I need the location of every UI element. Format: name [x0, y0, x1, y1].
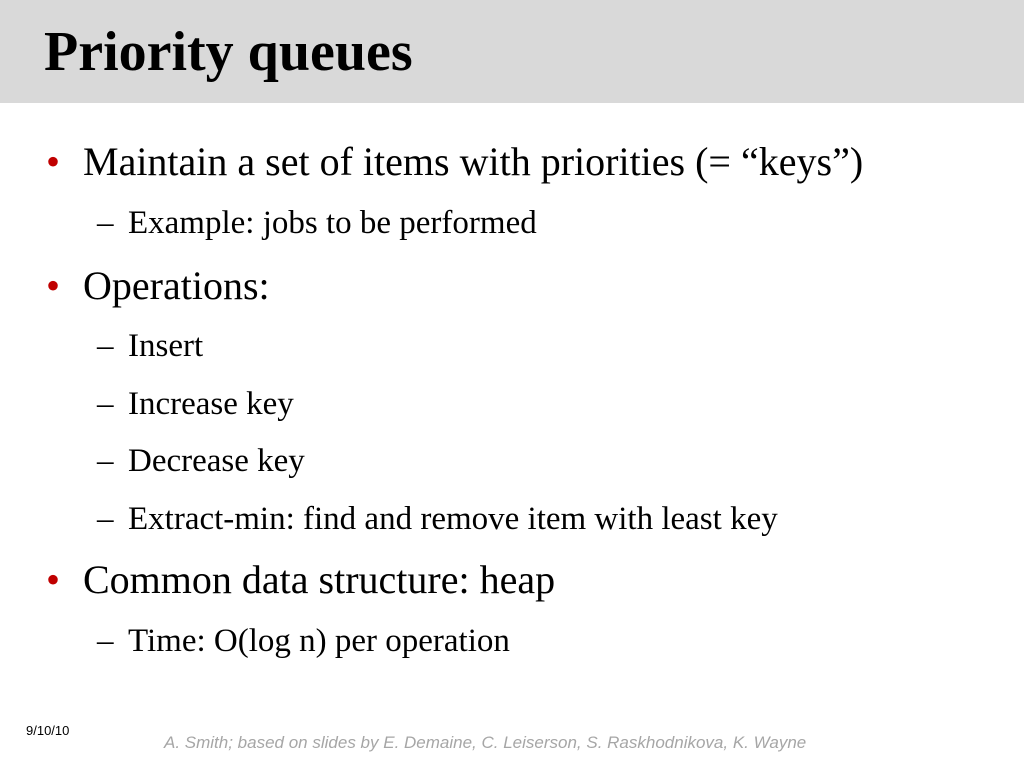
dash-icon: –: [97, 205, 114, 241]
dash-icon: –: [97, 623, 114, 659]
footer-credit: A. Smith; based on slides by E. Demaine, C. Leiserson, S. Raskhodnikova, K. Wayne: [164, 733, 807, 752]
sub-item-insert: [97, 326, 203, 366]
bullet-item-common-data-structure: [46, 555, 555, 605]
bullet-item-maintain: [46, 137, 863, 187]
footer-date: 9/10/10: [26, 723, 70, 738]
bullet-icon: •: [46, 557, 61, 602]
bullet-text: Common data structure: heap: [83, 557, 556, 602]
sub-item-text: Decrease key: [128, 443, 305, 479]
dash-icon: –: [97, 328, 114, 364]
sub-item-time: [97, 621, 510, 661]
sub-item-increase-key: [97, 384, 294, 424]
sub-item-text: Time: O(log n) per operation: [128, 623, 510, 659]
sub-item-text: Extract-min: find and remove item with least key: [128, 501, 778, 537]
dash-icon: –: [97, 501, 114, 537]
bullet-item-operations: [46, 261, 270, 311]
dash-icon: –: [97, 443, 114, 479]
bullet-icon: •: [46, 139, 61, 184]
sub-item-extract-min: [97, 499, 778, 539]
title-bar: [0, 0, 1024, 103]
sub-item-text: Insert: [128, 328, 204, 364]
sub-item-text: Example: jobs to be performed: [128, 205, 537, 241]
dash-icon: –: [97, 386, 114, 422]
bullet-text: Operations:: [83, 263, 270, 308]
bullet-icon: •: [46, 263, 61, 308]
sub-item-decrease-key: [97, 441, 305, 481]
bullet-text: Maintain a set of items with priorities (= “keys”): [83, 139, 864, 184]
slide-title: Priority queues: [44, 21, 413, 83]
sub-item-text: Increase key: [128, 386, 294, 422]
sub-item-example: [97, 203, 537, 243]
